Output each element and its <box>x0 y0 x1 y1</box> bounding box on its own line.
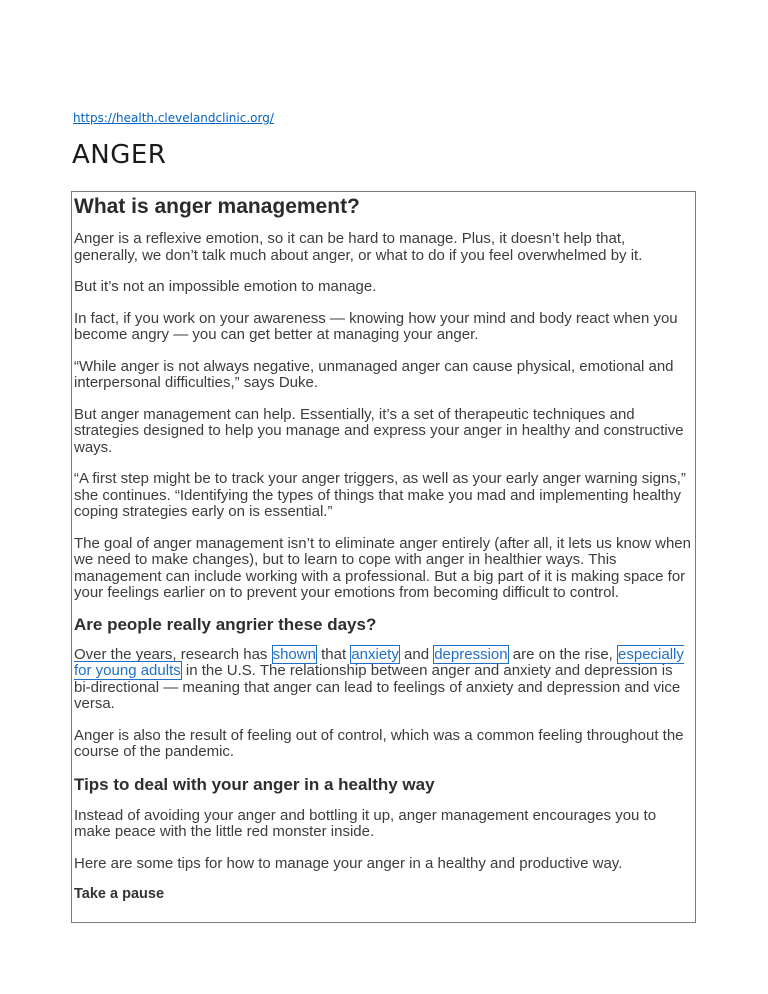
paragraph-7: The goal of anger management isn’t to eliminate anger entirely (after all, it lets us know when we need to make changes), but to learn to cope with anger in healthier ways. This management can include working with a professional. But a big part of it is making space for your feelings earlier on to prevent your emotions from becoming difficult to control. <box>74 534 691 601</box>
paragraph-pandemic: Anger is also the result of feeling out of control, which was a common feeling throughout the course of the pandemic. <box>74 726 684 760</box>
paragraph-research: Over the years, research has shown that anxiety and depression are on the rise, especially for young adults in the U.S. The relationship between anger and anxiety and depression is bi-directional — meaning that anger can lead to feelings of anxiety and depression and vice versa. <box>74 645 684 712</box>
paragraph-2: But it’s not an impossible emotion to manage. <box>74 278 377 295</box>
paragraph-tips-intro: Here are some tips for how to manage your anger in a healthy and productive way. <box>74 854 623 872</box>
article-box <box>71 191 696 923</box>
link-young-adults[interactable]: especially for young adults <box>74 645 684 679</box>
paragraph-6: “A first step might be to track your anger triggers, as well as your early anger warning signs,” she continues. “Identifying the types of things that make you mad and implementing healthy coping strategies early on is essential.” <box>74 470 686 520</box>
article-heading: What is anger management? <box>74 195 360 218</box>
paragraph-3: In fact, if you work on your awareness — knowing how your mind and body react when you become angry — you can get better at managing your anger. <box>74 309 678 343</box>
section-heading-tips: Tips to deal with your anger in a healthy way <box>74 774 435 794</box>
paragraph-4: “While anger is not always negative, unmanaged anger can cause physical, emotional and interpersonal difficulties,” says Duke. <box>74 357 674 391</box>
source-link[interactable]: https://health.clevelandclinic.org/ <box>73 111 274 125</box>
link-anxiety[interactable]: anxiety <box>351 645 399 663</box>
tip-heading-take-a-pause: Take a pause <box>74 886 165 902</box>
paragraph-1: Anger is a reflexive emotion, so it can be hard to manage. Plus, it doesn’t help that, generally, we don’t talk much about anger, or what to do if you feel overwhelmed by it. <box>74 230 643 264</box>
paragraph-avoid: Instead of avoiding your anger and bottling it up, anger management encourages you to make peace with the little red monster inside. <box>74 806 657 840</box>
link-shown[interactable]: shown <box>272 645 316 663</box>
document-title: ANGER <box>72 140 167 170</box>
link-depression[interactable]: depression <box>434 645 508 663</box>
paragraph-5: But anger management can help. Essentially, it’s a set of therapeutic techniques and strategies designed to help you manage and express your anger in healthy and constructive ways. <box>74 405 684 456</box>
section-heading-angrier: Are people really angrier these days? <box>74 614 377 634</box>
